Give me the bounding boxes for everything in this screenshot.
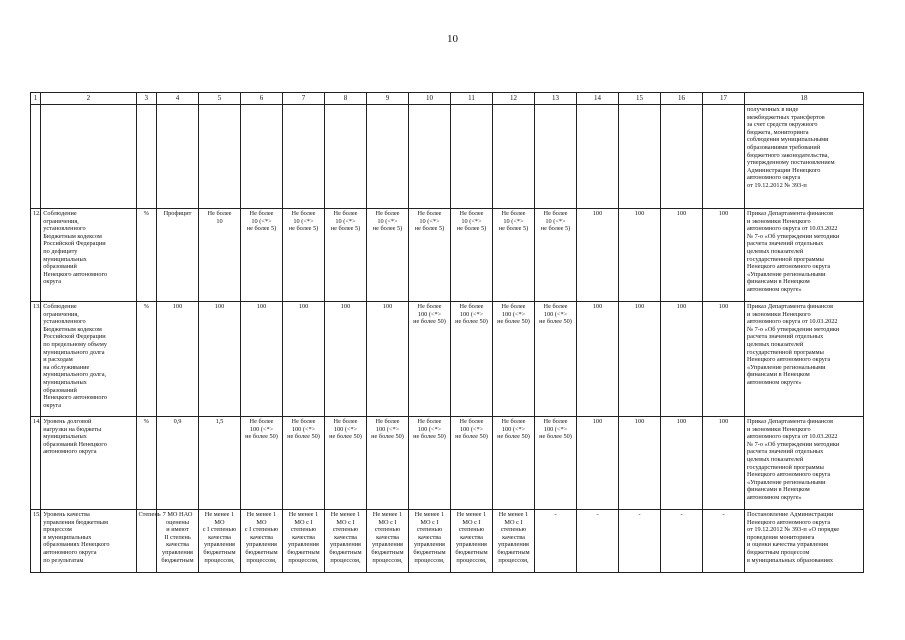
table-cell <box>703 105 745 209</box>
table-cell <box>535 105 577 209</box>
table-cell: 100 <box>661 209 703 302</box>
table-cell: Не менее 1 МО с I степенью качества управления бюджетным процессом, <box>451 510 493 573</box>
table-cell: 100 <box>199 302 241 417</box>
table-cell: 100 <box>577 417 619 510</box>
table-cell: Не более 100 (<*> не более 50) <box>367 417 409 510</box>
table-cell: Не более 100 (<*> не более 50) <box>535 302 577 417</box>
table-cell <box>31 105 41 209</box>
table-cell: 1,5 <box>199 417 241 510</box>
header-cell: 3 <box>136 93 156 105</box>
table-cell: 100 <box>619 302 661 417</box>
table-cell: Не более 100 (<*> не более 50) <box>325 417 367 510</box>
table-cell: 100 <box>703 302 745 417</box>
table-cell <box>493 105 535 209</box>
table-cell: 100 <box>157 302 199 417</box>
table-cell: % <box>136 302 156 417</box>
indicator-name-cell: Уровень качества управления бюджетным процессом в муниципальных образованиях Ненецкого автономного округа по результатам <box>41 510 136 573</box>
indicator-name-cell: Соблюдение ограничения, установленного Бюджетным кодексом Российской Федерации по предельному объему муниципального долга и расходам на обслуживание муниципального долга, муниципальных образований Ненецкого автономного округа <box>41 302 136 417</box>
table-cell: 100 <box>703 417 745 510</box>
table-cell: Не более 100 (<*> не более 50) <box>493 417 535 510</box>
table-row <box>31 302 864 417</box>
table-cell: Не менее 1 МО с I степенью качества управления бюджетным процессом, <box>283 510 325 573</box>
legal-basis-cell: Приказ Департамента финансов и экономики Ненецкого автономного округа от 10.03.2022 № 7-о «Об утверждении методики расчета значений отдельных целевых показателей государственной программы Ненецкого автономного округа «Управление региональными финансами в Ненецком автономном округе» <box>745 209 864 302</box>
table-cell: - <box>577 510 619 573</box>
header-cell: 7 <box>283 93 325 105</box>
table-cell: Не более 100 (<*> не более 50) <box>283 417 325 510</box>
table-cell: % <box>136 417 156 510</box>
table-cell: Не менее 1 МО с I степенью качества управления бюджетным процессом, <box>409 510 451 573</box>
table-cell: Не более 10 (<*> не более 5) <box>493 209 535 302</box>
header-cell: 4 <box>157 93 199 105</box>
header-cell: 11 <box>451 93 493 105</box>
table-cell: Не более 100 (<*> не более 50) <box>493 302 535 417</box>
table-cell: 100 <box>241 302 283 417</box>
header-cell: 2 <box>41 93 136 105</box>
table-cell: Не более 10 (<*> не более 5) <box>535 209 577 302</box>
table-cell: - <box>535 510 577 573</box>
indicator-name-cell: Соблюдение ограничения, установленного Бюджетным кодексом Российской Федерации по дефициту муниципальных образований Ненецкого автономного округа <box>41 209 136 302</box>
header-cell: 16 <box>661 93 703 105</box>
table-cell: - <box>661 510 703 573</box>
table-cell: 12. <box>31 209 41 302</box>
header-cell: 17 <box>703 93 745 105</box>
table-cell: 100 <box>661 302 703 417</box>
table-cell: - <box>703 510 745 573</box>
table-cell: Не более 100 (<*> не более 50) <box>451 302 493 417</box>
table-cell: 100 <box>577 209 619 302</box>
indicators-table <box>30 92 864 573</box>
table-row <box>31 209 864 302</box>
table-cell: Не более 10 (<*> не более 5) <box>367 209 409 302</box>
header-cell: 18 <box>745 93 864 105</box>
header-cell: 12 <box>493 93 535 105</box>
table-cell: Не менее 1 МО с I степенью качества управления бюджетным процессом, <box>241 510 283 573</box>
table-cell: 100 <box>577 302 619 417</box>
table-cell: - <box>619 510 661 573</box>
header-cell: 1 <box>31 93 41 105</box>
header-row <box>31 93 864 105</box>
table-cell: Не более 10 (<*> не более 5) <box>241 209 283 302</box>
header-cell: 10 <box>409 93 451 105</box>
header-cell: 9 <box>367 93 409 105</box>
table-cell: Не более 10 (<*> не более 5) <box>451 209 493 302</box>
table-cell: 100 <box>661 417 703 510</box>
table-cell: 100 <box>367 302 409 417</box>
table-cell: Не более 100 (<*> не более 50) <box>409 417 451 510</box>
table-cell: Не более 100 (<*> не более 50) <box>451 417 493 510</box>
table-cell: 15. <box>31 510 41 573</box>
table-cell: Не более 10 <box>199 209 241 302</box>
table-cell: Степень <box>136 510 156 573</box>
table-cell <box>577 105 619 209</box>
table-cell: Не менее 1 МО с I степенью качества управления бюджетным процессом, <box>367 510 409 573</box>
table-cell: 100 <box>703 209 745 302</box>
table-cell: Не менее 1 МО с I степенью качества управления бюджетным процессом, <box>493 510 535 573</box>
table-cell: Профицит <box>157 209 199 302</box>
header-cell: 8 <box>325 93 367 105</box>
page-number: 10 <box>447 33 458 45</box>
table-cell: 13. <box>31 302 41 417</box>
header-cell: 13 <box>535 93 577 105</box>
legal-basis-cell: Приказ Департамента финансов и экономики Ненецкого автономного округа от 10.03.2022 № 7-о «Об утверждении методики расчета значений отдельных целевых показателей государственной программы Ненецкого автономного округа «Управление региональными финансами в Ненецком автономном округе» <box>745 417 864 510</box>
table-row <box>31 417 864 510</box>
table-cell <box>661 105 703 209</box>
table-cell <box>157 105 199 209</box>
table-cell <box>283 105 325 209</box>
table-cell <box>409 105 451 209</box>
indicator-name-cell <box>41 105 136 209</box>
table-cell <box>199 105 241 209</box>
table-cell: % <box>136 209 156 302</box>
table-cell: Не более 10 (<*> не более 5) <box>325 209 367 302</box>
table-cell <box>241 105 283 209</box>
table-cell <box>619 105 661 209</box>
indicator-name-cell: Уровень долговой нагрузки на бюджеты муниципальных образований Ненецкого автономного округа <box>41 417 136 510</box>
table-cell <box>367 105 409 209</box>
table-cell: 100 <box>619 417 661 510</box>
legal-basis-cell: полученных в виде межбюджетных трансфертов за счет средств окружного бюджета, мониторинга соблюдения муниципальными образованиями требований бюджетного законодательства, утвержденному постановлением Администрации Ненецкого автономного округа от 19.12.2012 № 393-п <box>745 105 864 209</box>
table-cell: Не более 10 (<*> не более 5) <box>409 209 451 302</box>
table-cell <box>136 105 156 209</box>
table-cell: 14. <box>31 417 41 510</box>
table-cell: 100 <box>619 209 661 302</box>
table-cell: Не более 100 (<*> не более 50) <box>409 302 451 417</box>
header-cell: 6 <box>241 93 283 105</box>
table-row <box>31 510 864 573</box>
legal-basis-cell: Постановление Администрации Ненецкого автономного округа от 19.12.2012 № 393-п «О порядке проведения мониторинга и оценки качества управления бюджетным процессом в муниципальных образованиях <box>745 510 864 573</box>
table-cell <box>325 105 367 209</box>
legal-basis-cell: Приказ Департамента финансов и экономики Ненецкого автономного округа от 10.03.2022 № 7-о «Об утверждении методики расчета значений отдельных целевых показателей государственной программы Ненецкого автономного округа «Управление региональными финансами в Ненецком автономном округе» <box>745 302 864 417</box>
table-cell: Не менее 1 МО с I степенью качества управления бюджетным процессом, <box>325 510 367 573</box>
table-cell: Не более 100 (<*> не более 50) <box>241 417 283 510</box>
header-cell: 5 <box>199 93 241 105</box>
header-cell: 15 <box>619 93 661 105</box>
table-row <box>31 105 864 209</box>
table-cell: Не менее 1 МО с I степенью качества управления бюджетным процессом, <box>199 510 241 573</box>
table-cell: 0,9 <box>157 417 199 510</box>
table-cell: Не более 100 (<*> не более 50) <box>535 417 577 510</box>
table-cell: 7 МО НАО оценены и имеют II степень качества управления бюджетным <box>157 510 199 573</box>
table-cell: 100 <box>283 302 325 417</box>
table-cell: Не более 10 (<*> не более 5) <box>283 209 325 302</box>
table-cell <box>451 105 493 209</box>
table-cell: 100 <box>325 302 367 417</box>
header-cell: 14 <box>577 93 619 105</box>
